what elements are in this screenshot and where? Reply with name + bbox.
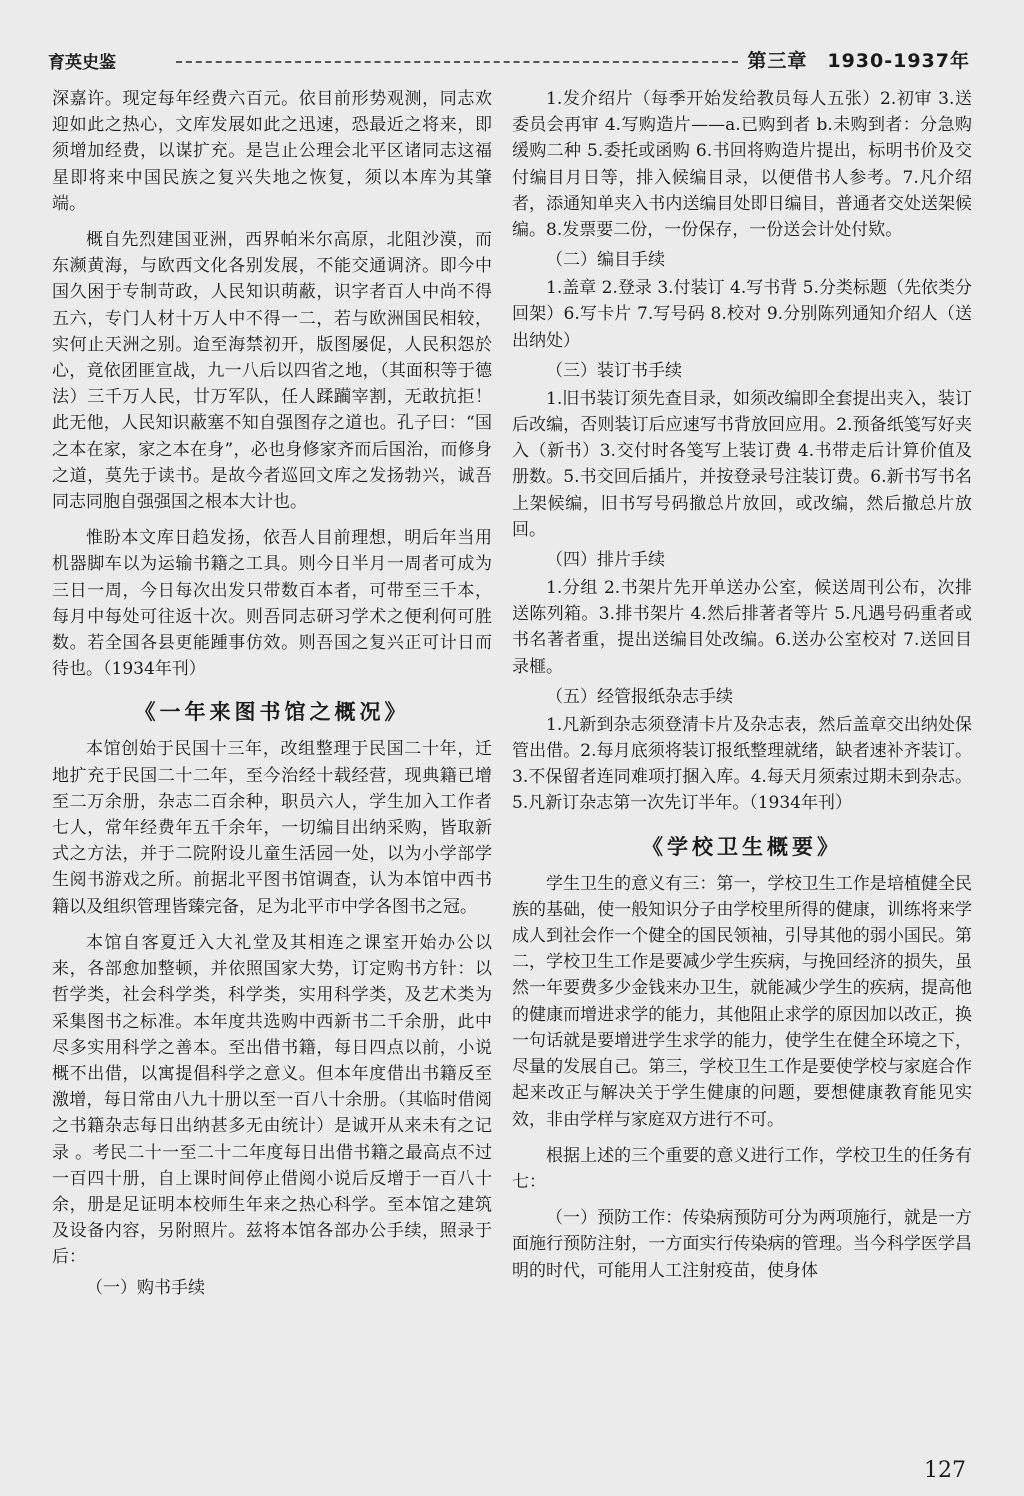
subsection-heading: （一）购书手续: [86, 1277, 205, 1298]
header-dashed-rule: [176, 61, 738, 63]
paragraph: 1.发介绍片（每季开始发给教员每人五张）2.初审 3.送委员会再审 4.写购造片——a.已购到者 b.未购到者：分急购缓购二种 5.委托或函购 6.书回将购造片提出，标明书价及交付编目月日等，排入候编目录，以便借书人参考。7.凡介绍者，添通知单夹入书内送编目处即日编目，普通者交处送架候编。8.发票要二份，一份保存，一份送会计处付欵。: [512, 89, 972, 241]
page-number: 127: [924, 1458, 966, 1483]
subsection-heading: （五）经管报纸杂志手续: [546, 686, 733, 707]
paragraph: 1.旧书装订须先查目录，如须改编即全套提出夹入，装订后改编，否则装订后应速写书背放回应用。2.预备纸笺写好夹入（新书）3.交付时各笺写上装订费 4.书带走后计算价值及册数。5.书交回后插片，并按登录号注装订费。6.新书写书名上架候编，旧书写号码撤总片放回，或改编，然后撤总片放回。: [512, 388, 972, 540]
right-column: [512, 86, 972, 1446]
section-title: 《一年来图书馆之概况》: [134, 700, 410, 725]
paragraph: 学生卫生的意义有三：第一，学校卫生工作是培植健全民族的基础，使一般知识分子由学校里所得的健康，训练将来学成人到社会作一个健全的国民领袖，引导其他的弱小国民。第二，学校卫生工作是要减少学生疾病，与挽回经济的损失，虽然一年要费多少金钱来办卫生，就能减少学生的疾病，提高他的健康而增进求学的能力，其他阻止求学的原因加以改正，换一句话就是要增进学生求学的能力，使学生在健全环境之下，尽量的发展自己。第三，学校卫生工作是要使学校与家庭合作起来改正与解决关于学生健康的问题，要想健康教育能见实效，非由学样与家庭双方进行不可。: [512, 873, 972, 1130]
paragraph: 本馆创始于民国十三年，改组整理于民国二十年，迁地扩充于民国二十二年，至今治经十载经营，现典籍已增至二万余册，杂志二百余种，职员六人，学生加入工作者七人，常年经费年五千余年，一切编目出纳采购，皆取新式之方法，并于二院附设儿童生活园一处，以为小学部学生阅书游戏之所。前据北平图书馆调查，认为本馆中西书籍以及组织管理皆臻完备，足为北平市中学各图书之冠。: [52, 739, 492, 917]
book-title: 育英史鉴: [48, 53, 116, 73]
paragraph: 概自先烈建国亚洲，西界帕米尔高原，北阻沙漠，而东濒黄海，与欧西文化各别发展，不能交通调济。即今中国久困于专制苛政，人民知识萌蔽，识字者百人中尚不得五六，专门人材十万人中不得一二，若与欧洲国民相较，实何止天洲之别。迨至海禁初开，版图屡促，人民积怨於心，竟依团匪宣战，九一八后以四省之地，（其面积等于德法）三千万人民，廿万军队，任人蹂躏宰割，无敢抗拒！此无他，人民知识蔽塞不知自强图存之道也。孔子曰：“国之本在家，家之本在身”，必也身修家齐而后国治，而修身之道，莫先于读书。是故今者巡回文库之发扬勃兴，诚吾同志同胞自强强国之根本大计也。: [52, 230, 492, 513]
paragraph: 1.盖章 2.登录 3.付装订 4.写书背 5.分类标题（先依类分回架）6.写卡片 7.写号码 8.校对 9.分别陈列通知介绍人（送出纳处）: [512, 278, 972, 351]
running-header: [48, 48, 970, 78]
left-column: [52, 86, 492, 1446]
chapter-title: 第三章 1930-1937年: [747, 50, 970, 72]
paragraph: 本馆自客夏迁入大礼堂及其相连之课室开始办公以来，各部愈加整顿，并依照国家大势，订定购书方针：以哲学类，社会科学类，科学类，实用科学类，及艺术类为采集图书之标准。本年度共选购中西新书二千余册，此中尽多实用科学之善本。至出借书籍，每日四点以前，小说概不出借，以寓提倡科学之意义。但本年度借出书籍反至激增，每日常由八九十册以至一百八十余册。（其临时借阅之书籍杂志每日出纳甚多无由统计）是诚开从来未有之记录 。考民二十一至二十二年度每日出借书籍之最高点不过一百四十册，自上课时间停止借阅小说后反增于一百八十余，册是足证明本校师生年来之热心科学。至本馆之建筑及设备内容，另附照片。兹将本馆各部办公手续，照录于后：: [52, 932, 492, 1268]
subsection-heading: （四）排片手续: [546, 550, 665, 571]
paragraph: 根据上述的三个重要的意义进行工作，学校卫生的任务有七：: [512, 1145, 972, 1192]
paragraph: （一）预防工作：传染病预防可分为两项施行，就是一方面施行预防注射，一方面实行传染病的管理。当今科学医学昌明的时代，可能用人工注射疫苗，使身体: [512, 1208, 972, 1281]
subsection-heading: （二）编目手续: [546, 250, 665, 271]
subsection-heading: （三）装订书手续: [546, 360, 682, 381]
paragraph: 1.凡新到杂志须登清卡片及杂志表，然后盖章交出纳处保管出借。2.每月底须将装订报纸整理就绪，缺者速补齐装订。3.不保留者连同难项打捆入库。4.每天月须索过期未到杂志。5.凡新订杂志第一次先订半年。（1934年刊）: [512, 714, 972, 814]
section-title: 《学校卫生概要》: [642, 834, 842, 859]
paragraph: 1.分组 2.书架片先开单送办公室，候送周刊公布，次排送陈列箱。3.排书架片 4.然后排著者等片 5.凡遇号码重者或书名著者重，提出送编目处改编。6.送办公室校对 7.送回目录榧。: [512, 578, 972, 677]
paragraph: 深嘉许。现定每年经费六百元。依目前形势观测，同志欢迎如此之热心，文库发展如此之迅速，恐最近之将来，即须增加经费，以谋扩充。是岂止公理会北平区诸同志这福星即将来中国民族之复兴失地之恢复，须以本库为其肇端。: [52, 89, 492, 214]
paragraph: 惟盼本文库日趋发扬，依吾人目前理想，明后年当用机器脚车以为运输书籍之工具。则今日半月一周者可成为三日一周，今日每次出发只带数百本者，可带至三千本，每月中每处可往返十次。则吾同志研习学术之便利何可胜数。若全国各县更能踵事仿效。则吾国之复兴正可计日而待也。（1934年刊）: [52, 528, 492, 680]
